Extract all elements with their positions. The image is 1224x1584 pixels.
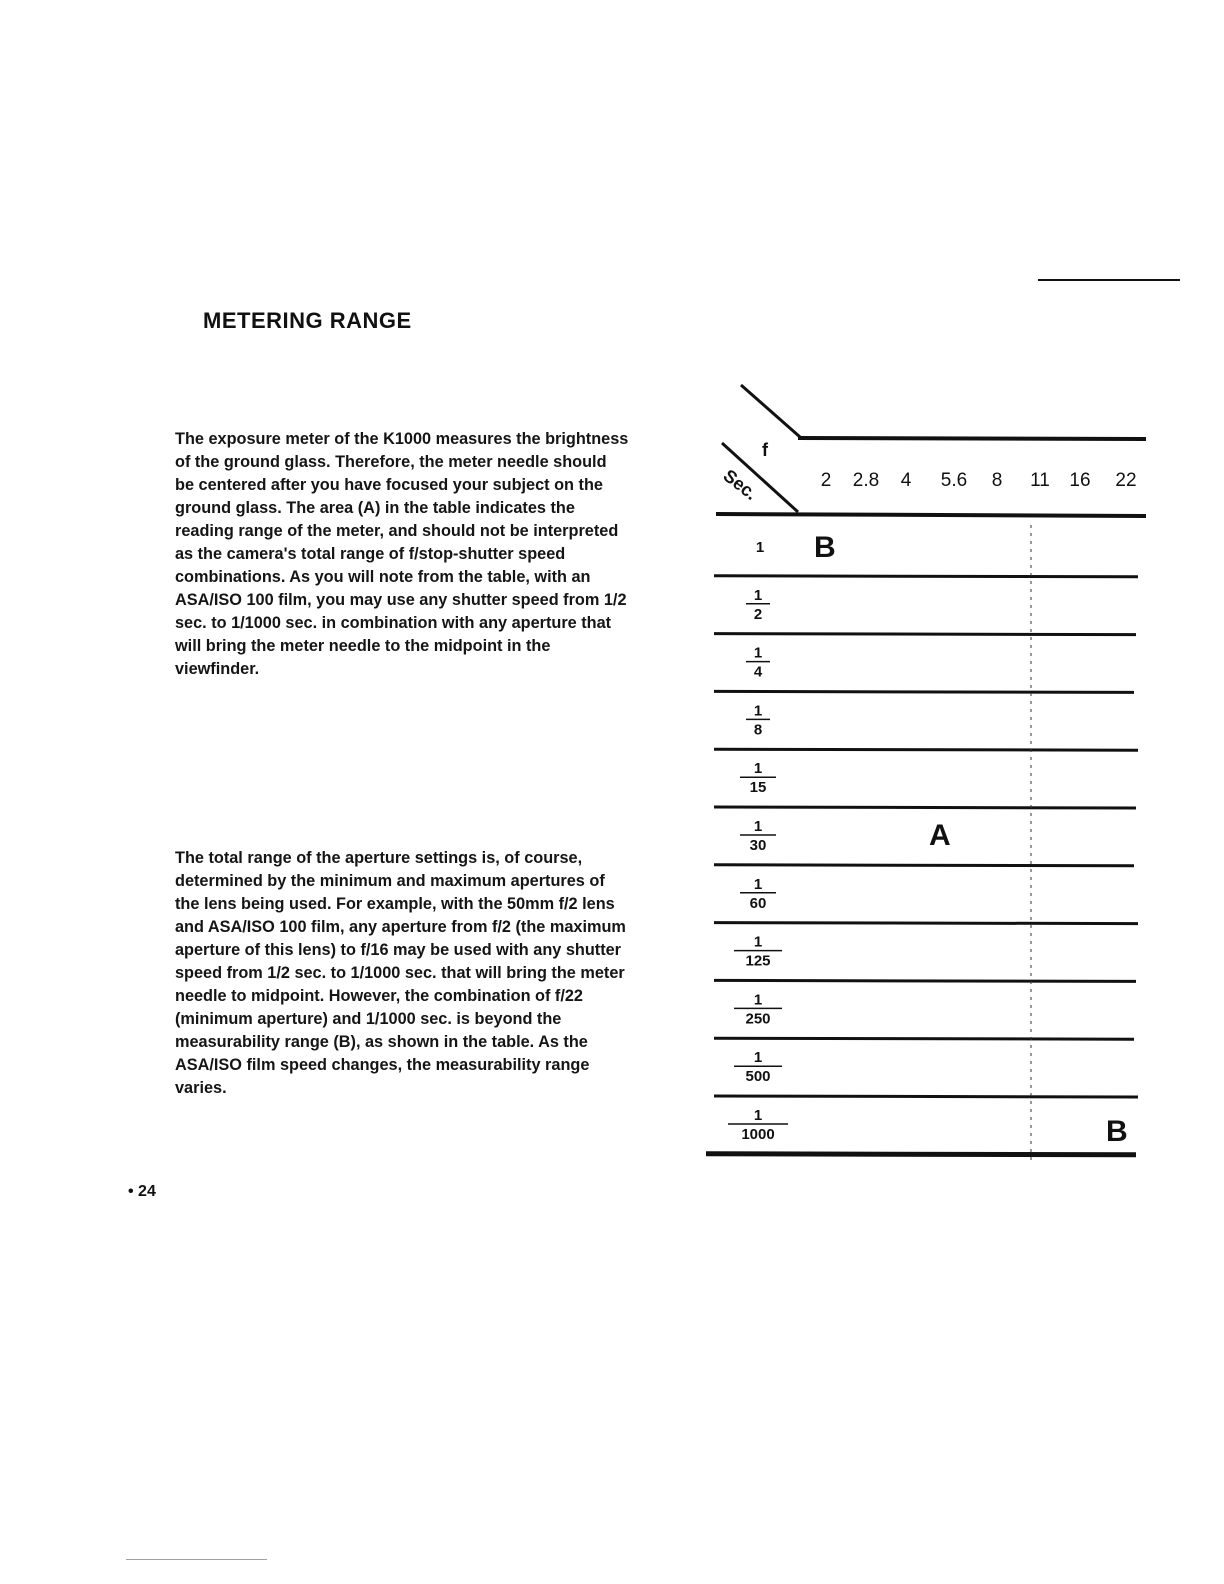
- row-rule: [714, 923, 1138, 924]
- speed-denominator: 1000: [741, 1126, 775, 1143]
- speed-numerator: 1: [753, 586, 763, 604]
- row-rule: [714, 749, 1138, 750]
- row-rule: [714, 634, 1136, 635]
- speed-numerator: 1: [753, 1049, 763, 1067]
- corner-sec-label: Sec.: [719, 465, 762, 504]
- speed-row: [714, 876, 1138, 924]
- speed-row: [714, 587, 1136, 635]
- aperture-label: 4: [900, 470, 912, 491]
- speed-row: [714, 1049, 1138, 1097]
- aperture-label: 2: [820, 470, 832, 491]
- row-rule: [714, 576, 1138, 577]
- speed-row: [714, 702, 1138, 750]
- aperture-label: 5.6: [940, 470, 968, 491]
- speed-denominator: 15: [749, 779, 767, 797]
- aperture-header-row: [821, 470, 1137, 491]
- speed-numerator: 1: [753, 818, 763, 835]
- page-title: METERING RANGE: [203, 308, 412, 333]
- speed-denominator: 250: [745, 1010, 771, 1028]
- speed-row: [714, 760, 1136, 808]
- body-paragraph-2: The total range of the aperture settings is, of course, determined by the minimum and maximum apertures of the lens being used. For example, with the 50mm f/2 lens and ASA/ISO 100 film, any aperture from f/2 (the maximum aperture of this lens) to f/16 may be used with any shutter speed from 1/2 sec. to 1/1000 sec. that will bring the meter needle to midpoint. However, the combination of f/22 (minimum aperture) and 1/1000 sec. is beyond the measurability range (B), as shown in the table. As the ASA/ISO film speed changes, the measurability range varies.: [175, 849, 626, 1097]
- row-rule: [714, 980, 1136, 981]
- area-b-label-top: B: [814, 531, 836, 564]
- aperture-label: 11: [1030, 470, 1050, 491]
- speed-row: [714, 818, 1134, 866]
- body-paragraph-1: The exposure meter of the K1000 measures the brightness of the ground glass. Therefore, the meter needle should be centered after you have focused your subject on the ground glass. The area (A) in the table indicates the reading range of the meter, and should not be interpreted as the camera's total range of f/stop-shutter speed combinations. As you will note from the table, with an ASA/ISO 100 film, you may use any shutter speed from 1/2 sec. to 1/1000 sec. in combination with any aperture that will bring the meter needle to the midpoint in the viewfinder.: [175, 430, 629, 678]
- header-bottom-rule: [716, 514, 1146, 516]
- page-number: • 24: [128, 1183, 156, 1200]
- speed-numerator: 1: [753, 875, 763, 893]
- aperture-label: 2.8: [852, 470, 880, 491]
- row-rule: [714, 1038, 1134, 1039]
- speed-row: [714, 645, 1134, 693]
- speed-row: [706, 1107, 1136, 1155]
- speed-numerator: 1: [753, 644, 763, 662]
- speed-row: [714, 991, 1134, 1039]
- speed-denominator: 2: [753, 605, 763, 623]
- speed-denominator: 4: [753, 663, 763, 681]
- speed-denominator: 60: [749, 894, 767, 912]
- row-rule: [714, 691, 1134, 692]
- speed-numerator: 1: [753, 1107, 763, 1124]
- speed-denominator: 30: [749, 837, 767, 854]
- speed-numerator: 1: [753, 933, 763, 951]
- aperture-label: 16: [1069, 470, 1091, 491]
- corner-f-label: f: [762, 440, 768, 460]
- aperture-label: 8: [991, 470, 1003, 491]
- speed-denominator: 125: [745, 952, 771, 970]
- speed-label: 1: [755, 539, 765, 556]
- header-top-rule: [798, 438, 1146, 439]
- aperture-label: 22: [1115, 470, 1137, 491]
- area-a-label: A: [929, 819, 951, 852]
- speed-denominator: 500: [745, 1068, 771, 1086]
- row-rule: [714, 865, 1134, 866]
- shutter-speed-rows: [706, 539, 1138, 1155]
- speed-numerator: 1: [753, 760, 763, 778]
- corner-diagonal-upper: [741, 385, 800, 437]
- speed-denominator: 8: [753, 721, 763, 739]
- speed-numerator: 1: [753, 991, 763, 1009]
- row-rule: [714, 807, 1136, 808]
- speed-row: [714, 934, 1136, 982]
- row-rule: [706, 1154, 1136, 1155]
- speed-row: [714, 539, 1138, 577]
- area-b-label-bottom: B: [1106, 1115, 1128, 1148]
- speed-numerator: 1: [753, 702, 763, 720]
- row-rule: [714, 1096, 1138, 1097]
